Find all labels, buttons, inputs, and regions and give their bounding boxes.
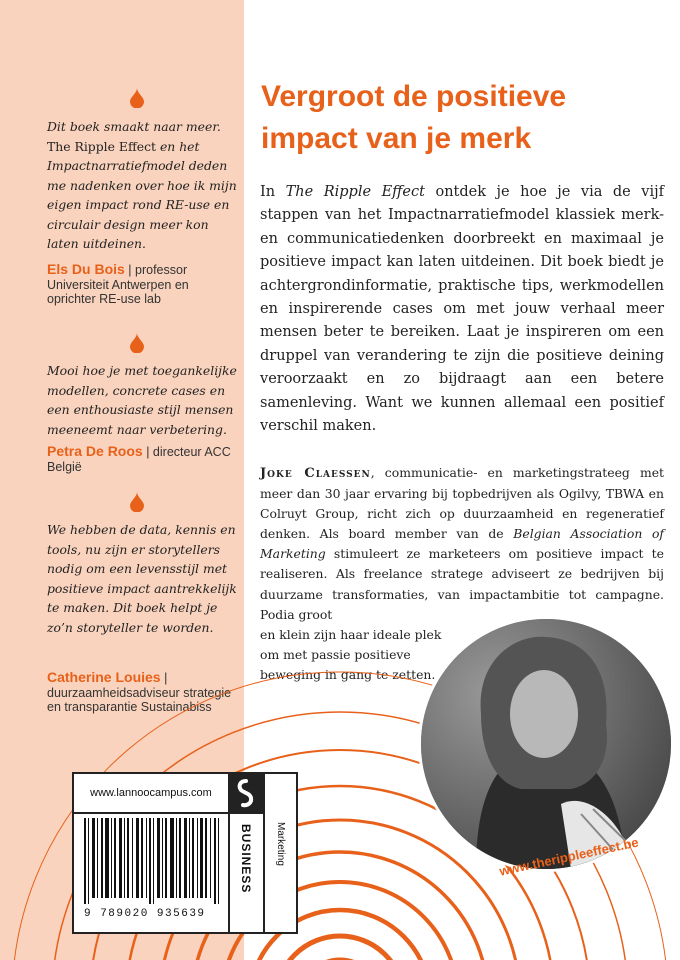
association-name: Belgian Association of Marketing xyxy=(260,526,664,562)
author-name: Joke Claessen xyxy=(260,466,371,481)
category-box xyxy=(230,772,298,934)
quote-2-text: Mooi hoe je met toegankelijke modellen, concrete cases en een enthousiaste stijl mensen meeneemt naar verbetering. xyxy=(47,363,237,437)
drop-icon xyxy=(130,333,144,353)
drop-icon xyxy=(130,88,144,108)
author-bio: Joke Claessen, communicatie- en marketingstrateeg met meer dan 30 jaar ervaring bij topbedrijven als Ogilvy, TBWA en Colruyt Group, richt zich op duurzaamheid en regeneratief denken. Als board member van de Belgian Association of Marketing stimuleert ze marketeers om positieve impact te realiseren. Als freelance stratege adviseert ze bedrijven bij duurzame transformaties, van impactambitie tot campagne. Podia groot xyxy=(260,465,665,622)
publisher-url[interactable]: www.lannoocampus.com xyxy=(74,774,228,814)
drop-icon xyxy=(130,492,144,512)
isbn-number: 9 789020 935639 xyxy=(84,908,206,920)
category-label: BUSINESS xyxy=(239,824,253,894)
intro-paragraph: In The Ripple Effect ontdek je hoe je via de vijf stappen van het Impactnarratiefmodel klassiek merk- en communicatiedenken doorbreekt en maximaal je positieve impact kan laten uitdeinen. Dit boek biedt je achtergrondinformatie, praktische tips, werkmodellen en inspirerende cases om met jouw verhaal meer mensen beter te bereiken. Laat je inspireren om een druppel van verandering te zijn die positieve deining veroorzaakt en zo bijdraagt aan een betere samenleving. Want we kunnen allemaal een positief verschil maken. xyxy=(260,184,664,435)
quote-1-author-name: Els Du Bois xyxy=(47,261,125,277)
author-bio-tail: en klein zijn haar ideale plek om met passie positieve beweging in gang te zetten. xyxy=(260,627,442,683)
barcode xyxy=(82,818,222,904)
quote-1-author-role: professor Universiteit Antwerpen en oprichter RE-use lab xyxy=(47,263,189,306)
quote-1-book-title: The Ripple Effect xyxy=(47,138,157,154)
publisher-logo xyxy=(230,774,263,814)
subcategory-label: Marketing xyxy=(275,822,286,866)
quote-3-text: We hebben de data, kennis en tools, nu zijn er storytellers nodig om een levensstijl met positieve impact aantrekkelijk te maken. Dit boek helpt je zo’n storyteller te worden. xyxy=(47,522,237,635)
quote-2-author: Petra De Roos | directeur ACC België xyxy=(47,443,231,474)
headline: Vergroot de positieve impact van je merk xyxy=(261,80,567,155)
intro-book-title: The Ripple Effect xyxy=(285,184,425,200)
quote-3-author-role: duurzaamheidsadviseur strategie en transparantie Sustainabiss xyxy=(47,685,232,714)
barcode-box xyxy=(72,772,230,934)
quote-2-author-name: Petra De Roos xyxy=(47,443,143,459)
quote-2-author-role: directeur ACC België xyxy=(47,445,231,474)
quote-1-text: Dit boek smaakt naar meer. The Ripple Effect en het Impactnarratiefmodel deden me nadenken over hoe ik mijn eigen impact rond RE-use en circulair design meer kon laten uitdeinen. xyxy=(47,119,237,251)
quote-3-author-name: Catherine Louies xyxy=(47,669,161,685)
quote-3-author: Catherine Louies | duurzaamheidsadviseur strategie en transparantie Sustainabiss xyxy=(47,669,232,714)
quote-1-author: Els Du Bois | professor Universiteit Antwerpen en oprichter RE-use lab xyxy=(47,261,189,306)
website-link[interactable]: www.therippleeffect.be xyxy=(498,834,640,879)
